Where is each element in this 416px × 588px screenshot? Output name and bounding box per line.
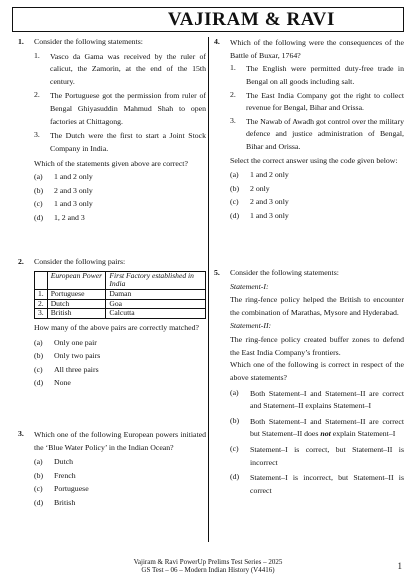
question-ask: How many of the above pairs are correctly matched? [34, 323, 199, 333]
question-5 [214, 268, 404, 498]
option-a[interactable]: (a) Only one pair [34, 337, 97, 347]
statement-2-text: The ring-fence policy created buffer zones to defend the East India Company’s frontiers. [230, 335, 404, 357]
table-header: European Power [47, 271, 106, 289]
statement-item: 2. The East India Company got the right to collect revenue for Bengal, Bihar and Orissa. [230, 89, 404, 113]
table-header: First Factory established in India [106, 271, 206, 289]
question-1 [18, 37, 206, 223]
statement-1-label: Statement-I: [230, 281, 269, 291]
table-row: 2. Dutch Goa [35, 299, 206, 309]
question-stem: Which one of the following European powers initiated the ‘Blue Water Policy’ in the Indian Ocean? [34, 430, 206, 452]
question-stem: Which of the following were the consequences of the Battle of Buxar, 1764? [230, 38, 404, 60]
question-2 [18, 257, 206, 389]
statement-2-label: Statement-II: [230, 321, 272, 331]
table-row: 1. Portuguese Daman [35, 290, 206, 300]
emphasis-not: not [320, 429, 331, 439]
statement-item: 3. The Dutch were the first to start a Joint Stock Company in India. [34, 130, 206, 153]
question-stem: Consider the following statements: [34, 37, 143, 46]
statement-item: 1. Vasco da Gama was received by the ruler of calicut, the Zamorin, at the end of the 15th century. [34, 50, 206, 86]
page-number: 1 [397, 561, 402, 571]
option-a[interactable]: (a) 1 and 2 only [34, 172, 93, 182]
question-number: 1. [18, 37, 24, 46]
statement-item: 2. The Portuguese got the permission from ruler of Bengal Ghiyasuddin Mahmud Shah to open factories at Chittagong. [34, 90, 206, 126]
page-header [12, 7, 404, 32]
option-b[interactable]: (b) French [34, 470, 76, 480]
option-c[interactable]: (c) 1 and 3 only [34, 199, 93, 209]
option-b[interactable]: (b) Only two pairs [34, 351, 101, 361]
option-a[interactable]: (a) 1 and 2 only [230, 170, 289, 180]
question-stem: Consider the following statements: [230, 268, 339, 277]
option-c[interactable]: (c) Portuguese [34, 484, 89, 494]
option-c[interactable]: (c) Statement–I is correct, but Statement–II is incorrect [230, 444, 404, 467]
option-c[interactable]: (c) 2 and 3 only [230, 197, 289, 207]
column-divider [208, 37, 209, 542]
statement-item: 3. The Nawab of Awadh got control over the military defence and justice administration of Bengal, Bihar and Orissa. [230, 115, 404, 151]
option-b[interactable]: (b) 2 only [230, 183, 270, 193]
option-a[interactable]: (a) Both Statement–I and Statement–II are correct and Statement–II explains Statement–I [230, 387, 404, 411]
brand-title: VAJIRAM & RAVI [167, 8, 335, 30]
table-row: 3. British Calcutta [35, 309, 206, 319]
option-d[interactable]: (d) 1 and 3 only [230, 210, 289, 220]
footer-series: Vajiram & Ravi PowerUp Prelims Test Series – 2025 [133, 558, 283, 566]
table-header-row [35, 271, 206, 289]
question-number: 5. [214, 268, 220, 277]
question-number: 2. [18, 257, 24, 266]
question-ask: Which one of the following is correct in respect of the above statements? [230, 360, 404, 382]
question-number: 3. [18, 429, 24, 438]
statement-item: 1. The English were permitted duty-free trade in Bengal on all goods including salt. [230, 63, 404, 86]
option-a[interactable]: (a) Dutch [34, 457, 74, 467]
question-number: 4. [214, 37, 220, 46]
question-ask: Which of the statements given above are correct? [34, 158, 188, 168]
question-ask: Select the correct answer using the code given below: [230, 155, 398, 165]
question-4 [214, 37, 404, 221]
option-d[interactable]: (d) None [34, 378, 71, 388]
statement-1-text: The ring-fence policy helped the British to encounter the combination of Marathas, Mysore and Hyderabad. [230, 295, 404, 317]
option-b[interactable]: (b) 2 and 3 only [34, 185, 93, 195]
option-c[interactable]: (c) All three pairs [34, 364, 99, 374]
option-d[interactable]: (d) Statement–I is incorrect, but Statement–II is correct [230, 472, 404, 495]
option-d[interactable]: (d) 1, 2 and 3 [34, 212, 85, 222]
question-stem: Consider the following pairs: [34, 257, 126, 266]
pairs-table [34, 271, 206, 320]
option-d[interactable]: (d) British [34, 497, 76, 507]
footer-test: GS Test – 06 – Modern Indian History (V4416) [141, 566, 275, 575]
option-b[interactable]: (b) Both Statement–I and Statement–II are correct but Statement–II does not explain Statement–I [230, 415, 404, 439]
question-3 [18, 429, 206, 508]
page-footer [0, 558, 416, 575]
